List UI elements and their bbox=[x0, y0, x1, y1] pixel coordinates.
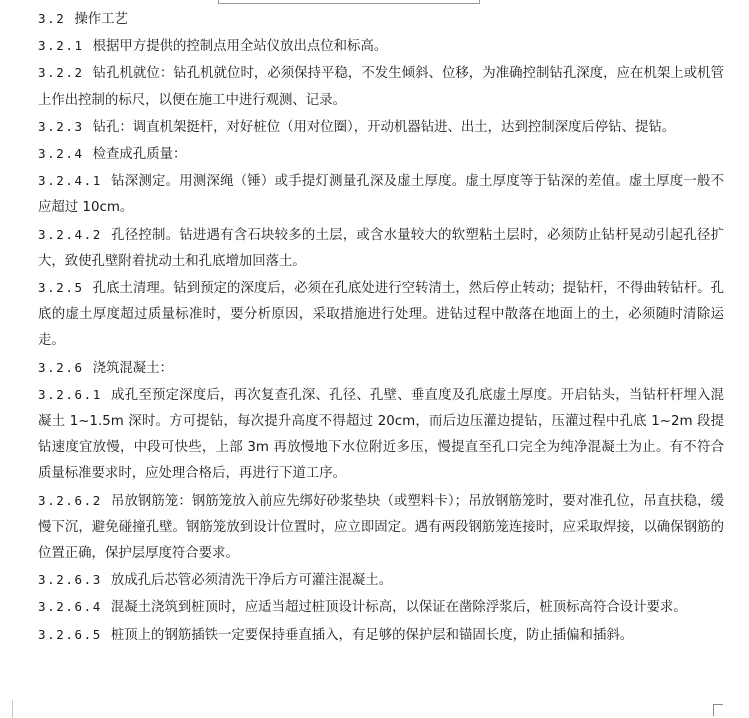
section-number: 3.2 bbox=[38, 11, 66, 26]
section-3-2-2 bbox=[38, 60, 724, 113]
section-text: 浇筑混凝土： bbox=[92, 360, 173, 376]
section-text: 钻孔：调直机架挺杆，对好桩位（用对位圈），开动机器钻进、出土，达到控制深度后停钻、提钻。 bbox=[92, 119, 676, 135]
section-number: 3.2.6 bbox=[38, 359, 84, 375]
page-corner-marker bbox=[713, 704, 723, 716]
section-number: 3.2.6.2 bbox=[38, 492, 102, 508]
section-text: 检查成孔质量： bbox=[92, 147, 187, 163]
section-3-2-1 bbox=[38, 33, 724, 60]
section-text: 孔径控制。钻进遇有含石块较多的土层，或含水量较大的软塑粘土层时，必须防止钻杆晃动引起孔径扩大，致使孔壁附着扰动土和孔底增加回落土。 bbox=[38, 227, 724, 269]
section-text: 孔底土清理。钻到预定的深度后，必须在孔底处进行空转清土，然后停止转动；提钻杆，不得曲转钻杆。孔底的虚土厚度超过质量标准时，要分析原因，采取措施进行处理。进钻过程中散落在地面上的土，必须随时清除运走。 bbox=[38, 281, 724, 349]
header-table-edge bbox=[218, 0, 480, 4]
section-3-2-6-2 bbox=[38, 488, 724, 568]
margin-marker-left bbox=[12, 700, 13, 718]
section-text: 根据甲方提供的控制点用全站仪放出点位和标高。 bbox=[92, 39, 388, 55]
section-number: 3.2.3 bbox=[38, 118, 84, 134]
section-3-2-3 bbox=[38, 114, 724, 141]
section-3-2-4-2 bbox=[38, 222, 724, 275]
section-number: 3.2.2 bbox=[38, 65, 84, 81]
section-text: 操作工艺 bbox=[74, 12, 128, 27]
section-3-2-5 bbox=[38, 275, 724, 355]
section-number: 3.2.5 bbox=[38, 280, 84, 296]
section-number: 3.2.6.3 bbox=[38, 572, 102, 588]
section-3-2-6-4 bbox=[38, 594, 724, 621]
document-body bbox=[38, 6, 724, 649]
section-number: 3.2.4.1 bbox=[38, 173, 102, 189]
section-3-2-6-1 bbox=[38, 382, 724, 488]
section-number: 3.2.4 bbox=[38, 146, 84, 162]
section-3-2 bbox=[38, 6, 724, 33]
section-text: 混凝土浇筑到桩顶时，应适当超过桩顶设计标高，以保证在凿除浮浆后，桩顶标高符合设计要求。 bbox=[110, 600, 687, 616]
section-text: 吊放钢筋笼：钢筋笼放入前应先绑好砂浆垫块（或塑料卡）；吊放钢筋笼时，要对准孔位，吊直扶稳，缓慢下沉，避免碰撞孔壁。钢筋笼放到设计位置时，应立即固定。遇有两段钢筋笼连接时，应采取焊接，以确保钢筋的位置正确，保护层厚度符合要求。 bbox=[38, 493, 724, 562]
section-text: 成孔至预定深度后，再次复查孔深、孔径、孔壁、垂直度及孔底虚土厚度。开启钻头，当钻杆杆埋入混凝土 1~1.5m 深时。方可提钻，每次提升高度不得超过 20cm，而后边压灌边提钻，压灌过程中孔底 1~2m 段提钻速度宜放慢，中段可快些，上部 3m 再放慢地下水位附近多压，慢提直至孔口完全为纯净混凝土为止。有不符合质量标准要求时，应处理合格后，再进行下道工序。 bbox=[38, 387, 724, 482]
section-3-2-6 bbox=[38, 355, 724, 382]
section-3-2-4-1 bbox=[38, 168, 724, 221]
section-3-2-4 bbox=[38, 141, 724, 168]
section-text: 钻深测定。用测深绳（锤）或手提灯测量孔深及虚土厚度。虚土厚度等于钻深的差值。虚土厚度一般不应超过 10cm。 bbox=[38, 174, 724, 216]
section-number: 3.2.6.5 bbox=[38, 626, 102, 642]
section-text: 钻孔机就位：钻孔机就位时，必须保持平稳，不发生倾斜、位移，为准确控制钻孔深度，应在机架上或机管上作出控制的标尺，以便在施工中进行观测、记录。 bbox=[38, 66, 724, 108]
section-3-2-6-3 bbox=[38, 567, 724, 594]
section-text: 桩顶上的钢筋插铁一定要保持垂直插入，有足够的保护层和锚固长度，防止插偏和插斜。 bbox=[110, 627, 634, 643]
section-3-2-6-5 bbox=[38, 622, 724, 649]
section-number: 3.2.6.4 bbox=[38, 599, 102, 615]
section-number: 3.2.4.2 bbox=[38, 226, 102, 242]
section-number: 3.2.6.1 bbox=[38, 386, 102, 402]
section-text: 放成孔后芯管必须清洗干净后方可灌注混凝土。 bbox=[110, 573, 393, 589]
section-number: 3.2.1 bbox=[38, 38, 84, 54]
